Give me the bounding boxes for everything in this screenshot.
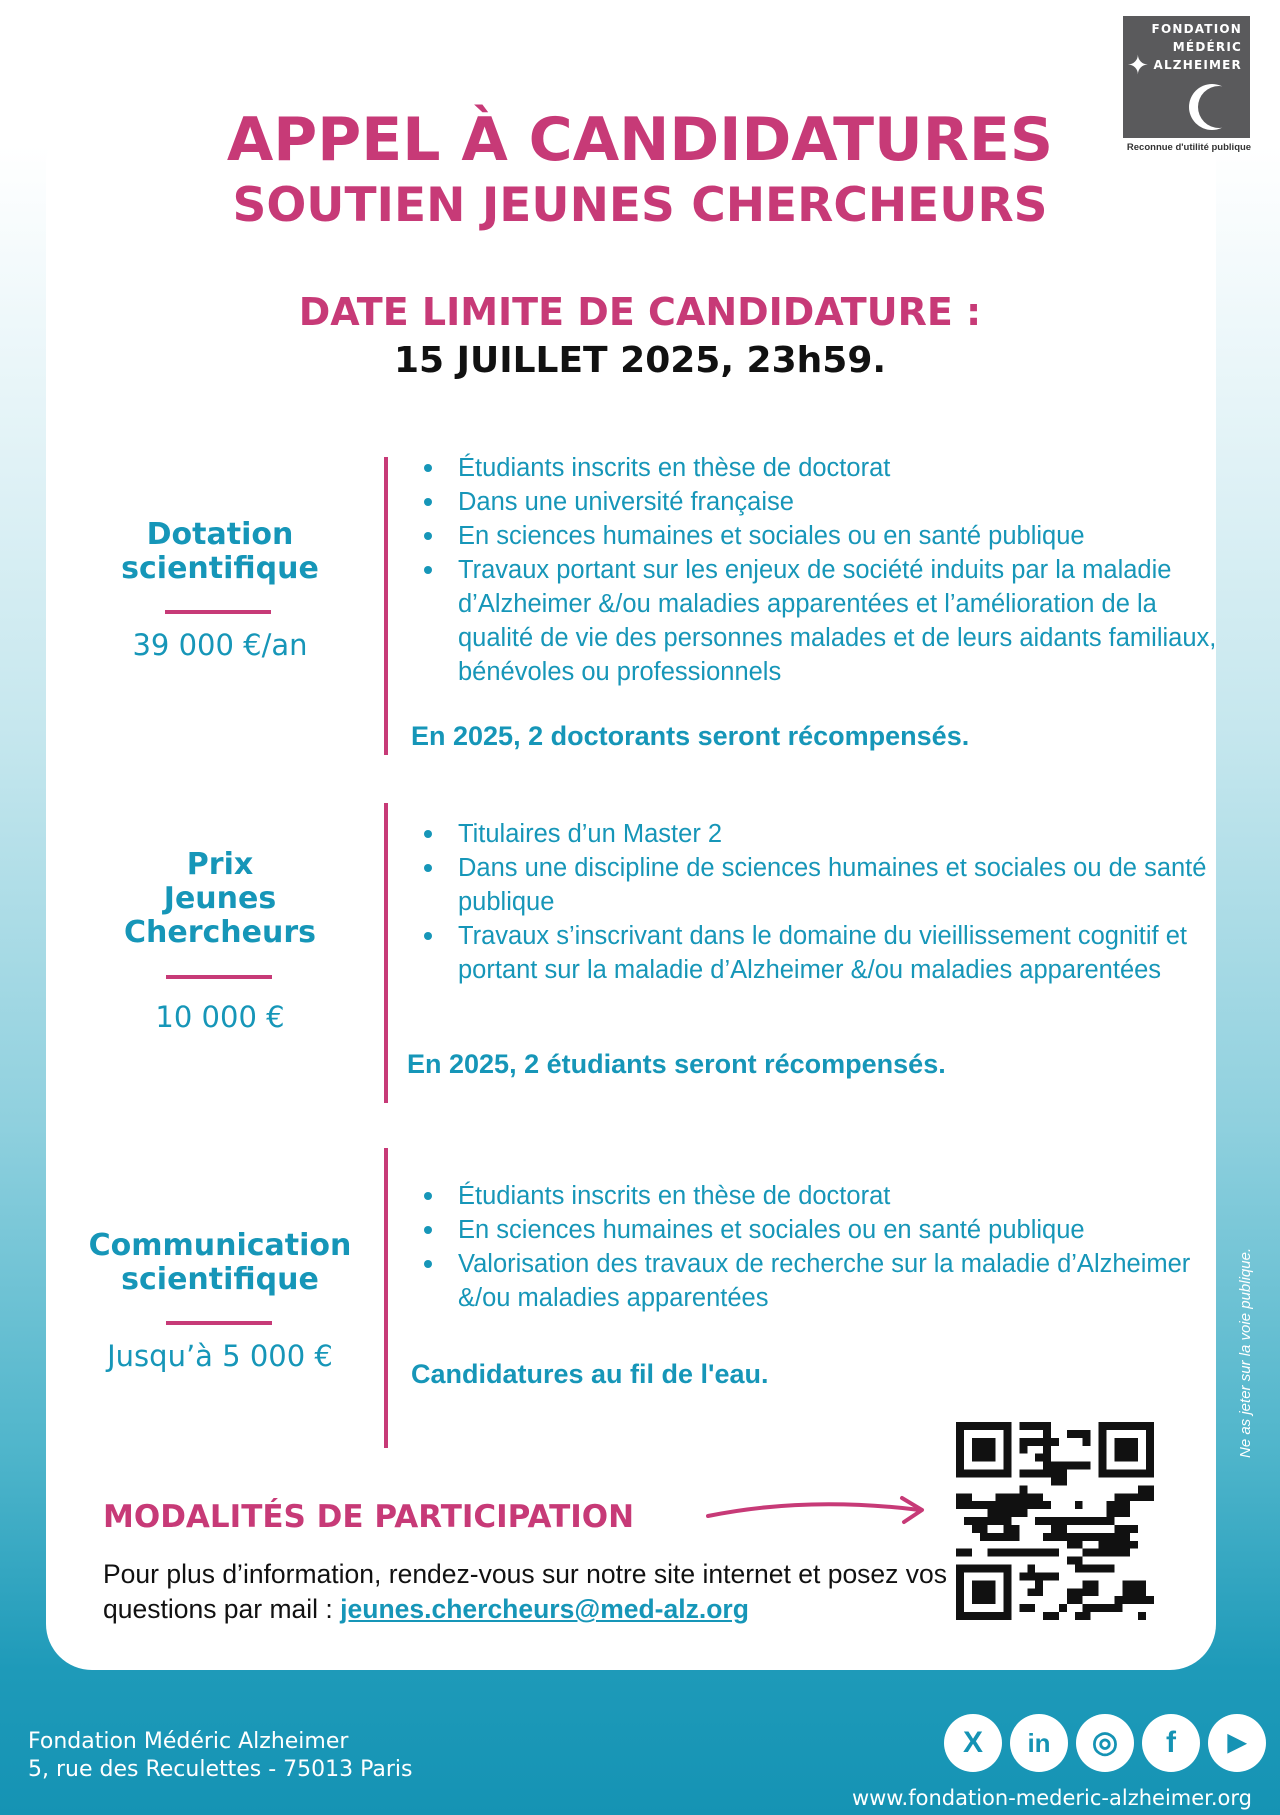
footer-org: Fondation Médéric Alzheimer: [28, 1729, 349, 1754]
section-divider: [165, 610, 271, 614]
section-title: [60, 1229, 380, 1297]
linkedin-icon[interactable]: in: [1010, 1714, 1068, 1772]
list-item: Valorisation des travaux de recherche sur la maladie d’Alzheimer &/ou maladies apparentées: [418, 1247, 1218, 1315]
section-title-line: scientifique: [121, 1262, 319, 1297]
section-amount: 10 000 €: [155, 1000, 285, 1034]
list-item: Dans une université française: [418, 485, 1218, 519]
section-amount: Jusqu’à 5 000 €: [107, 1339, 333, 1373]
section-title: [60, 518, 380, 586]
logo-line-3: ALZHEIMER: [1153, 58, 1242, 72]
section-title-line: Jeunes: [163, 881, 277, 916]
qr-code[interactable]: [956, 1422, 1154, 1620]
footer-street: 5, rue des Reculettes - 75013 Paris: [28, 1757, 413, 1782]
section-title-line: Communication: [88, 1228, 352, 1263]
list-item: Étudiants inscrits en thèse de doctorat: [418, 1179, 1218, 1213]
logo-line-2: MÉDÉRIC: [1172, 40, 1242, 54]
list-item: En sciences humaines et sociales ou en santé publique: [418, 519, 1218, 553]
list-item: Étudiants inscrits en thèse de doctorat: [418, 451, 1218, 485]
criteria-list: [418, 451, 1218, 689]
email-link[interactable]: jeunes.chercheurs@med-alz.org: [340, 1594, 749, 1624]
participation-body: Pour plus d’information, rendez-vous sur notre site internet et posez vos questions par mail :: [103, 1559, 948, 1624]
x-icon[interactable]: X: [944, 1714, 1002, 1772]
facebook-icon[interactable]: f: [1142, 1714, 1200, 1772]
section-divider: [166, 1321, 272, 1325]
page-subtitle: SOUTIEN JEUNES CHERCHEURS: [232, 178, 1048, 233]
list-item: Dans une discipline de sciences humaines et sociales ou de santé publique: [418, 851, 1218, 919]
section-title: [60, 848, 380, 950]
logo-line-1: FONDATION: [1151, 22, 1242, 36]
vertical-separator: [384, 1148, 388, 1448]
section-divider: [166, 975, 272, 979]
youtube-icon[interactable]: ▶: [1208, 1714, 1266, 1772]
arrow-right-icon: [706, 1490, 928, 1530]
participation-title: MODALITÉS DE PARTICIPATION: [103, 1499, 635, 1535]
side-note: Ne as jeter sur la voie publique.: [1237, 1247, 1254, 1458]
section-amount: 39 000 €/an: [132, 628, 308, 662]
section-title-line: Dotation: [146, 517, 294, 552]
section-title-line: Prix: [186, 847, 254, 882]
section-title-line: scientifique: [121, 551, 319, 586]
section-note: En 2025, 2 doctorants seront récompensés.: [411, 721, 970, 751]
list-item: Travaux s’inscrivant dans le domaine du vieillissement cognitif et portant sur la maladie d’Alzheimer &/ou maladies apparentées: [418, 919, 1218, 987]
participation-text: [103, 1557, 963, 1627]
list-item: Titulaires d’un Master 2: [418, 817, 1218, 851]
list-item: En sciences humaines et sociales ou en santé publique: [418, 1213, 1218, 1247]
criteria-list: [418, 817, 1218, 987]
section-title-line: Chercheurs: [123, 915, 316, 950]
deadline-value: 15 JUILLET 2025, 23h59.: [393, 340, 887, 381]
vertical-separator: [384, 803, 388, 1103]
logo-subtitle: Reconnue d'utilité publique: [1126, 142, 1252, 153]
footer-address: [28, 1728, 413, 1784]
criteria-list: [418, 1179, 1218, 1315]
page-title: APPEL À CANDIDATURES: [226, 105, 1054, 175]
deadline-label: DATE LIMITE DE CANDIDATURE :: [298, 290, 982, 334]
list-item: Travaux portant sur les enjeux de société induits par la maladie d’Alzheimer &/ou maladies apparentées et l’amélioration de la qualité de vie des personnes malades et de leurs aidants familiaux, bénévoles ou professionnels: [418, 553, 1218, 689]
star-icon: ✦: [1127, 50, 1149, 80]
website-link[interactable]: www.fondation-mederic-alzheimer.org: [851, 1786, 1252, 1810]
section-note: En 2025, 2 étudiants seront récompensés.: [407, 1049, 946, 1079]
section-note: Candidatures au fil de l'eau.: [411, 1359, 769, 1389]
vertical-separator: [384, 457, 388, 755]
instagram-icon[interactable]: ◎: [1076, 1714, 1134, 1772]
